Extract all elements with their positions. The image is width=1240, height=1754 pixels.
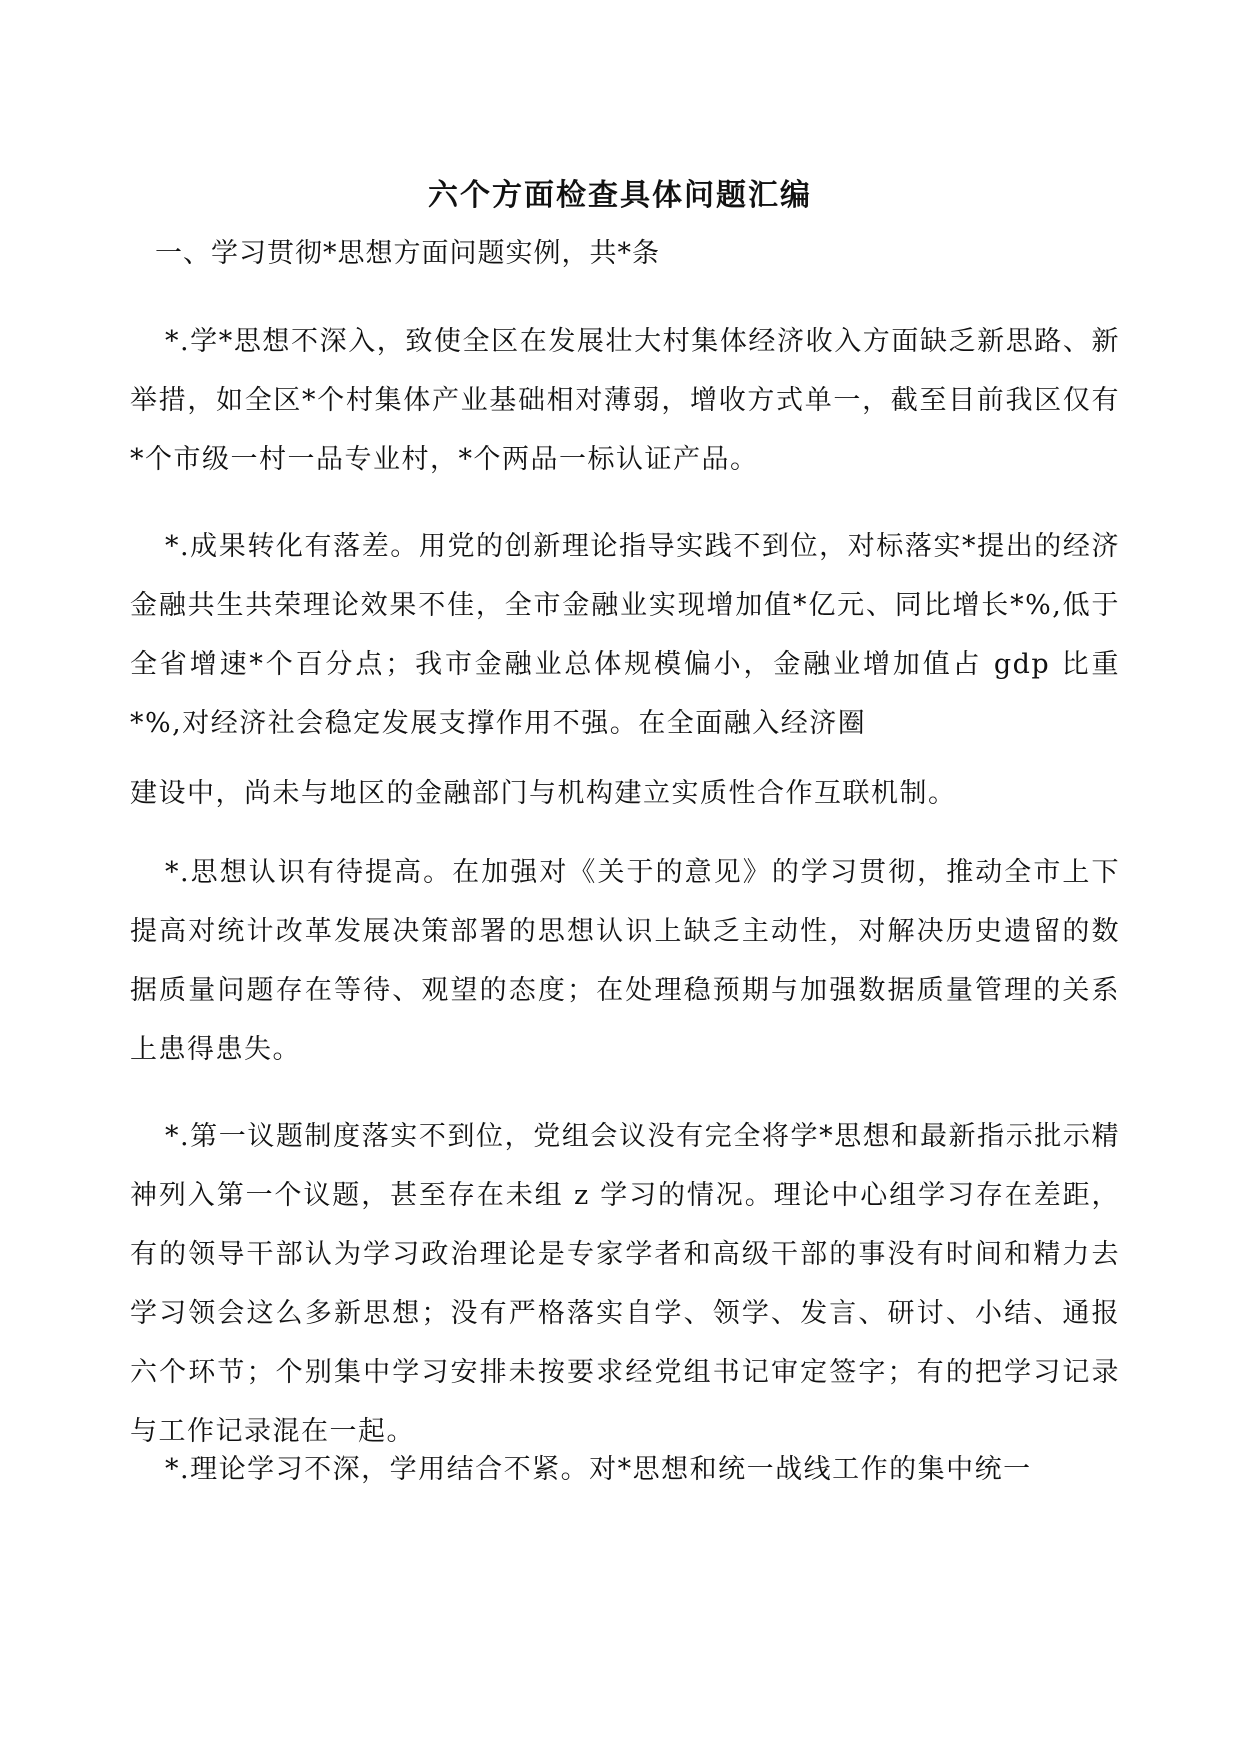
section-heading: 一、学习贯彻*思想方面问题实例，共*条 <box>155 238 660 269</box>
paragraph: *.学*思想不深入，致使全区在发展壮大村集体经济收入方面缺乏新思路、新举措，如全区*个村集体产业基础相对薄弱，增收方式单一，截至目前我区仅有*个市级一村一品专业村，*个两品一标认证产品。 <box>130 326 1120 475</box>
paragraph-continuation: 建设中，尚未与地区的金融部门与机构建立实质性合作互联机制。 <box>130 778 957 809</box>
paragraph: *.思想认识有待提高。在加强对《关于的意见》的学习贯彻，推动全市上下提高对统计改革发展决策部署的思想认识上缺乏主动性，对解决历史遗留的数据质量问题存在等待、观望的态度；在处理稳预期与加强数据质量管理的关系上患得患失。 <box>130 857 1120 1065</box>
paragraph: *.成果转化有落差。用党的创新理论指导实践不到位，对标落实*提出的经济金融共生共荣理论效果不佳，全市金融业实现增加值*亿元、同比增长*%,低于全省增速*个百分点；我市金融业总体规模偏小，金融业增加值占 gdp 比重*%,对经济社会稳定发展支撑作用不强。在全面融入经济圈 <box>130 531 1120 739</box>
document-title: 六个方面检查具体问题汇编 <box>428 178 812 213</box>
paragraph: *.第一议题制度落实不到位，党组会议没有完全将学*思想和最新指示批示精神列入第一个议题，甚至存在未组 z 学习的情况。理论中心组学习存在差距，有的领导干部认为学习政治理论是专家学者和高级干部的事没有时间和精力去学习领会这么多新思想；没有严格落实自学、领学、发言、研讨、小结、通报六个环节；个别集中学习安排未按要求经党组书记审定签字；有的把学习记录与工作记录混在一起。 <box>130 1121 1120 1447</box>
paragraph: *.理论学习不深，学用结合不紧。对*思想和统一战线工作的集中统一 <box>165 1454 1032 1485</box>
